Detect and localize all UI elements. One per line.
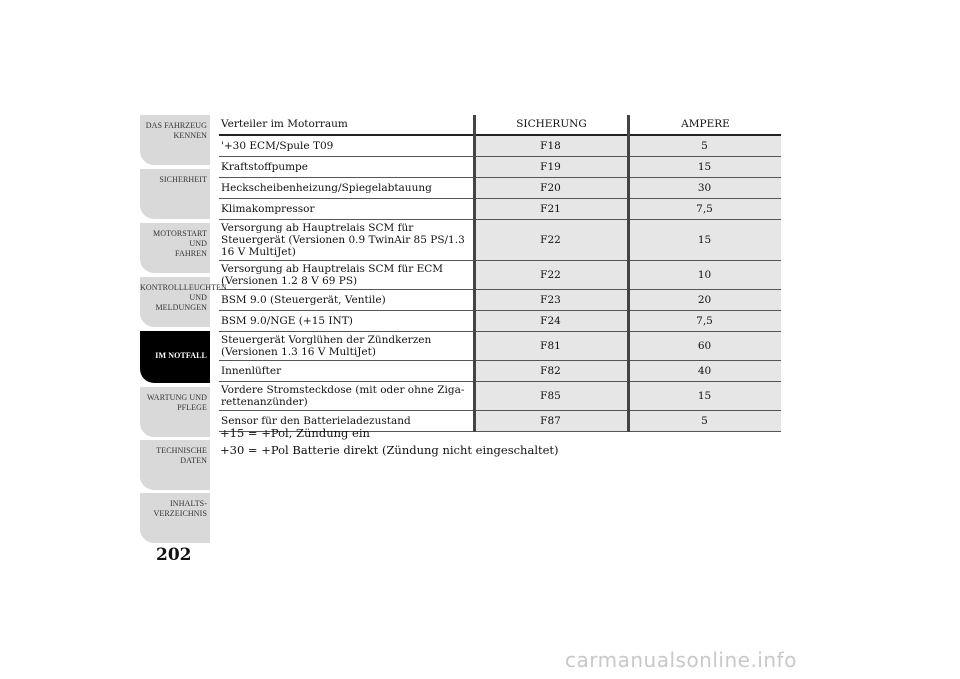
tab-wartung-und-pflege[interactable]: WARTUNG UND PFLEGE [140,387,210,437]
table-row [219,157,781,178]
tab-technische-daten[interactable]: TECHNISCHE DATEN [140,440,210,490]
header-verteiler: Verteiler im Motorraum [219,115,475,135]
cell-ampere: 7,5 [629,311,782,332]
cell-description: Heckscheibenheizung/Spiegelabtauung [219,178,475,199]
table-row [219,311,781,332]
cell-ampere: 60 [629,332,782,361]
cell-fuse: F81 [475,332,629,361]
table-row [219,261,781,290]
note-plus30: +30 = +Pol Batterie direkt (Zündung nicht eingeschaltet) [220,443,559,457]
table-row [219,220,781,261]
tab-motorstart-und-fahren[interactable]: MOTORSTART UND FAHREN [140,223,210,273]
table-row [219,361,781,382]
header-sicherung: SICHERUNG [475,115,629,135]
header-ampere: AMPERE [629,115,782,135]
tab-sicherheit[interactable]: SICHERHEIT [140,169,210,219]
cell-fuse: F22 [475,261,629,290]
cell-description: Vordere Stromsteckdose (mit oder ohne Ziga-rettenanzünder) [219,382,475,411]
cell-ampere: 5 [629,411,782,432]
cell-ampere: 15 [629,157,782,178]
cell-description: Kraftstoffpumpe [219,157,475,178]
cell-fuse: F18 [475,135,629,157]
cell-fuse: F24 [475,311,629,332]
tab-das-fahrzeug-kennen[interactable]: DAS FAHRZEUG KENNEN [140,115,210,165]
tab-im-notfall[interactable]: IM NOTFALL [140,331,210,383]
table-row [219,199,781,220]
cell-fuse: F19 [475,157,629,178]
table-row [219,382,781,411]
tab-kontrollleuchten[interactable]: KONTROLLLEUCHTEN UND MELDUNGEN [140,277,210,327]
cell-description: BSM 9.0 (Steuergerät, Ventile) [219,290,475,311]
cell-description: BSM 9.0/NGE (+15 INT) [219,311,475,332]
cell-description: Versorgung ab Hauptrelais SCM für Steuergerät (Versionen 0.9 TwinAir 85 PS/1.3 16 V MultiJet) [219,220,475,261]
cell-description: Versorgung ab Hauptrelais SCM für ECM (Versionen 1.2 8 V 69 PS) [219,261,475,290]
cell-fuse: F21 [475,199,629,220]
footnotes [220,425,559,459]
cell-ampere: 30 [629,178,782,199]
cell-fuse: F20 [475,178,629,199]
cell-description: Steuergerät Vorglühen der Zündkerzen (Versionen 1.3 16 V MultiJet) [219,332,475,361]
page-number: 202 [156,545,192,565]
cell-fuse: F82 [475,361,629,382]
cell-fuse: F23 [475,290,629,311]
cell-ampere: 7,5 [629,199,782,220]
table-row [219,290,781,311]
note-plus15: +15 = +Pol, Zündung ein [220,426,370,440]
fuse-table [219,115,781,432]
cell-ampere: 15 [629,382,782,411]
table-row [219,332,781,361]
cell-description: Sensor für den Batterieladezustand [219,411,475,432]
cell-description: '+30 ECM/Spule T09 [219,135,475,157]
table-header-row [219,115,781,135]
cell-ampere: 20 [629,290,782,311]
table-row [219,178,781,199]
cell-ampere: 15 [629,220,782,261]
watermark: carmanualsonline.info [565,648,797,672]
cell-fuse: F87 [475,411,629,432]
cell-fuse: F22 [475,220,629,261]
cell-ampere: 10 [629,261,782,290]
table-row [219,135,781,157]
fuse-table-container [219,115,781,432]
cell-ampere: 40 [629,361,782,382]
cell-ampere: 5 [629,135,782,157]
cell-description: Innenlüfter [219,361,475,382]
cell-fuse: F85 [475,382,629,411]
tab-inhaltsverzeichnis[interactable]: INHALTS- VERZEICHNIS [140,493,210,543]
cell-description: Klimakompressor [219,199,475,220]
